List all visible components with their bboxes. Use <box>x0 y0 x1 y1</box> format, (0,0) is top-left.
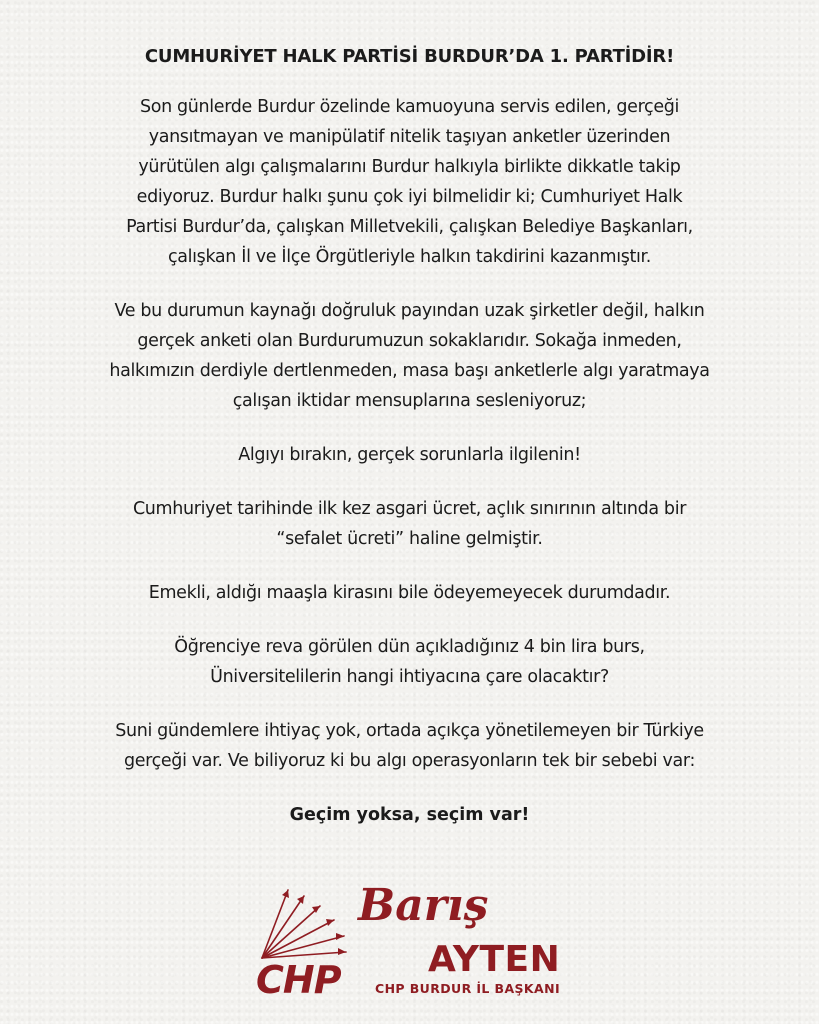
paragraph-1 <box>40 92 779 272</box>
paragraph-line: Cumhuriyet tarihinde ilk kez asgari ücret, açlık sınırının altında bir <box>132 499 687 519</box>
paragraph-line: Ve bu durumun kaynağı doğruluk payından uzak şirketler değil, halkın <box>114 301 705 321</box>
paragraph-line: Partisi Burdur’da, çalışkan Milletvekili, çalışkan Belediye Başkanları, <box>126 217 693 237</box>
six-arrows-icon <box>258 886 348 966</box>
paragraph-line: çalışan iktidar mensuplarına sesleniyoruz; <box>232 391 587 411</box>
paragraph-3 <box>40 440 779 470</box>
paragraph-line: halkımızın derdiyle dertlenmeden, masa başı anketlerle algı yaratmaya <box>109 361 710 381</box>
paragraph-line: gerçeği var. Ve biliyoruz ki bu algı operasyonların tek bir sebebi var: <box>123 751 695 771</box>
paragraph-line: Algıyı bırakın, gerçek sorunlarla ilgilenin! <box>238 445 581 465</box>
signature-block <box>240 880 580 1010</box>
paragraph-line: çalışkan İl ve İlçe Örgütleriyle halkın takdirini kazanmıştır. <box>168 247 651 267</box>
paragraph-4 <box>40 494 779 554</box>
paragraph-line: yansıtmayan ve manipülatif nitelik taşıyan anketler üzerinden <box>148 127 671 147</box>
chp-logo-text: CHP <box>256 958 341 1002</box>
paragraph-line: Suni gündemlere ihtiyaç yok, ortada açıkça yönetilemeyen bir Türkiye <box>115 721 704 741</box>
chp-logo <box>248 880 348 1000</box>
signer-last-name: AYTEN <box>428 939 561 980</box>
paragraph-2 <box>40 296 779 416</box>
statement-headline: CUMHURİYET HALK PARTİSİ BURDUR’DA 1. PARTİDİR! <box>144 46 675 67</box>
paragraph-line: Üniversitelilerin hangi ihtiyacına çare olacaktır? <box>210 667 609 687</box>
paragraph-line: gerçek anketi olan Burdurumuzun sokaklarıdır. Sokağa inmeden, <box>137 331 682 351</box>
paragraph-6 <box>40 632 779 692</box>
signer-first-name: Barış <box>358 880 489 931</box>
paragraph-7 <box>40 716 779 776</box>
paragraph-line: Son günlerde Burdur özelinde kamuoyuna servis edilen, gerçeği <box>139 97 680 117</box>
paragraph-line: ediyoruz. Burdur halkı şunu çok iyi bilmelidir ki; Cumhuriyet Halk <box>136 187 683 207</box>
paragraph-line: Öğrenciye reva görülen dün açıkladığınız 4 bin lira burs, <box>174 637 645 657</box>
paragraph-5 <box>40 578 779 608</box>
paragraph-line: yürütülen algı çalışmalarını Burdur halkıyla birlikte dikkatle takip <box>138 157 681 177</box>
paragraph-line: “sefalet ücreti” haline gelmiştir. <box>276 529 543 549</box>
signer-title: CHP BURDUR İL BAŞKANI <box>375 981 560 996</box>
closing-slogan: Geçim yoksa, seçim var! <box>289 805 530 825</box>
press-statement <box>40 42 779 830</box>
paragraph-line: Emekli, aldığı maaşla kirasını bile ödeyemeyecek durumdadır. <box>148 583 671 603</box>
